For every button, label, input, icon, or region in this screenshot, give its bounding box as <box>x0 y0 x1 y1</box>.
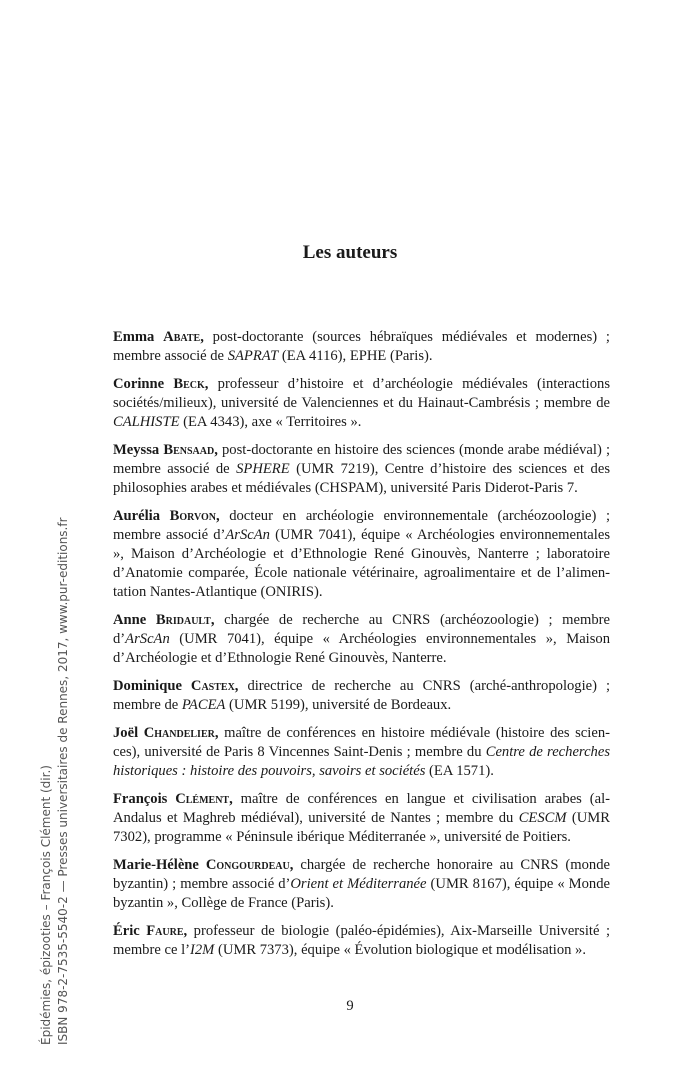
author-entry <box>113 724 610 781</box>
author-description: post-doctorante en histoire des sciences (monde arabe médiéval) ; membre associé de <box>113 442 610 477</box>
page-number: 9 <box>346 998 354 1014</box>
institution-name: PACEA <box>181 697 226 713</box>
author-name <box>113 857 293 873</box>
author-description: (EA 4116), EPHE (Paris). <box>278 348 433 364</box>
side-note <box>38 517 72 1045</box>
author-description: maître de conférences en langue et civilisation arabes (al-Andalus et Maghreb médiéval), université de Nantes ; membre du <box>113 791 610 826</box>
author-name <box>113 376 208 392</box>
author-name <box>113 791 233 807</box>
author-description: post-doctorante (sources hébraïques médiévales et modernes) ; membre associé de <box>113 329 610 364</box>
author-last-name: Abate, <box>163 329 204 345</box>
author-entry <box>113 328 610 366</box>
author-last-name: Beck, <box>173 376 209 392</box>
institution-name: I2M <box>189 942 215 958</box>
author-name <box>113 508 220 524</box>
author-description: (UMR 7373), équipe « Évolution biologique et modélisation ». <box>214 942 587 958</box>
author-last-name: Bridault, <box>155 612 215 628</box>
author-description: (UMR 7041), équipe « Archéologies environnementales », Maison d’Archéologie et d’Ethnologie René Ginouvès, Nanterre. <box>113 631 610 666</box>
author-entry <box>113 441 610 498</box>
institution-name: SAPRAT <box>227 348 279 364</box>
author-description: chargée de recherche honoraire au CNRS (monde byzantin) ; membre associé d’ <box>113 857 610 892</box>
institution-name: ArScAn <box>225 527 270 543</box>
author-entry <box>113 790 610 847</box>
page-title: Les auteurs <box>302 242 398 263</box>
institution-name: Orient et Méditerranée <box>290 876 427 892</box>
author-list <box>113 328 610 969</box>
author-last-name: Castex, <box>190 678 239 694</box>
side-note-title: Épidémies, épizooties – François Clément (dir.) <box>39 765 53 1045</box>
author-last-name: Chandelier, <box>143 725 219 741</box>
author-description: (UMR 8167), équipe « Monde byzantin », Collège de France (Paris). <box>113 876 611 911</box>
author-description: (UMR 5199), université de Bordeaux. <box>225 697 452 713</box>
institution-name: SPHERE <box>236 461 290 477</box>
institution-name: CESCM <box>518 810 567 826</box>
author-first-name: Aurélia <box>113 508 161 524</box>
author-name <box>113 725 219 741</box>
author-name <box>113 678 238 694</box>
author-description: chargée de recherche au CNRS (archéozoologie) ; membre d’ <box>113 612 610 647</box>
author-last-name: Congourdeau, <box>205 857 294 873</box>
author-entry <box>113 677 610 715</box>
author-description: (UMR 7302), programme « Péninsule ibérique Méditerranée », université de Poitiers. <box>113 810 610 845</box>
author-description: professeur d’histoire et d’archéologie médiévales (interactions sociétés/milieux), université de Valenciennes et du Hainaut-Cambrésis ; membre de <box>113 376 610 411</box>
author-entry <box>113 611 610 668</box>
author-description: directrice de recherche au CNRS (arché-anthropologie) ; membre de <box>113 678 611 713</box>
institution-name: CALHISTE <box>113 414 180 430</box>
author-first-name: Éric <box>113 923 140 939</box>
author-name <box>113 442 218 458</box>
author-last-name: Bensaad, <box>163 442 218 458</box>
author-first-name: Dominique <box>113 678 182 694</box>
author-description: (EA 1571). <box>425 763 494 779</box>
author-first-name: Joël <box>113 725 139 741</box>
author-entry <box>113 507 610 602</box>
author-entry <box>113 856 610 913</box>
author-first-name: Corinne <box>113 376 165 392</box>
institution-name: Centre de recherches historiques : histoire des pouvoirs, savoirs et sociétés <box>113 744 610 779</box>
institution-name: ArScAn <box>125 631 170 647</box>
author-entry <box>113 375 610 432</box>
author-entry <box>113 922 610 960</box>
author-last-name: Faure, <box>146 923 188 939</box>
author-name <box>113 612 215 628</box>
author-description: professeur de biologie (paléo-épidémies), Aix-Marseille Université ; membre ce l’ <box>113 923 610 958</box>
author-description: maître de conférences en histoire médiévale (histoire des sciences), université de Paris 8 Vincennes Saint-Denis ; membre du <box>113 725 610 760</box>
author-first-name: François <box>113 791 168 807</box>
author-name <box>113 923 187 939</box>
author-description: docteur en archéologie environnementale (archéozoologie) ; membre associé d’ <box>113 508 610 543</box>
author-first-name: Emma <box>113 329 155 345</box>
author-last-name: Clément, <box>175 791 233 807</box>
side-note-isbn: ISBN 978-2-7535-5540-2 — Presses universitaires de Rennes, 2017, www.pur-editions.fr <box>56 517 70 1045</box>
author-description: (EA 4343), axe « Territoires ». <box>179 414 362 430</box>
author-first-name: Anne <box>113 612 147 628</box>
author-description: (UMR 7219), Centre d’histoire des sciences et des philosophies arabes et médiévales (CHSPAM), université Paris Diderot-Paris 7. <box>113 461 610 496</box>
author-last-name: Borvon, <box>169 508 220 524</box>
author-name <box>113 329 204 345</box>
author-description: (UMR 7041), équipe « Archéologies environnementales », Maison d’Archéologie et d’Ethnologie René Ginouvès, Nanterre ; laboratoire d’Anatomie comparée, École nationale vétérinaire, agroalimentaire et de l’alimentation Nantes-Atlantique (ONIRIS). <box>113 527 610 600</box>
author-first-name: Marie-Hélène <box>113 857 199 873</box>
author-first-name: Meyssa <box>113 442 160 458</box>
